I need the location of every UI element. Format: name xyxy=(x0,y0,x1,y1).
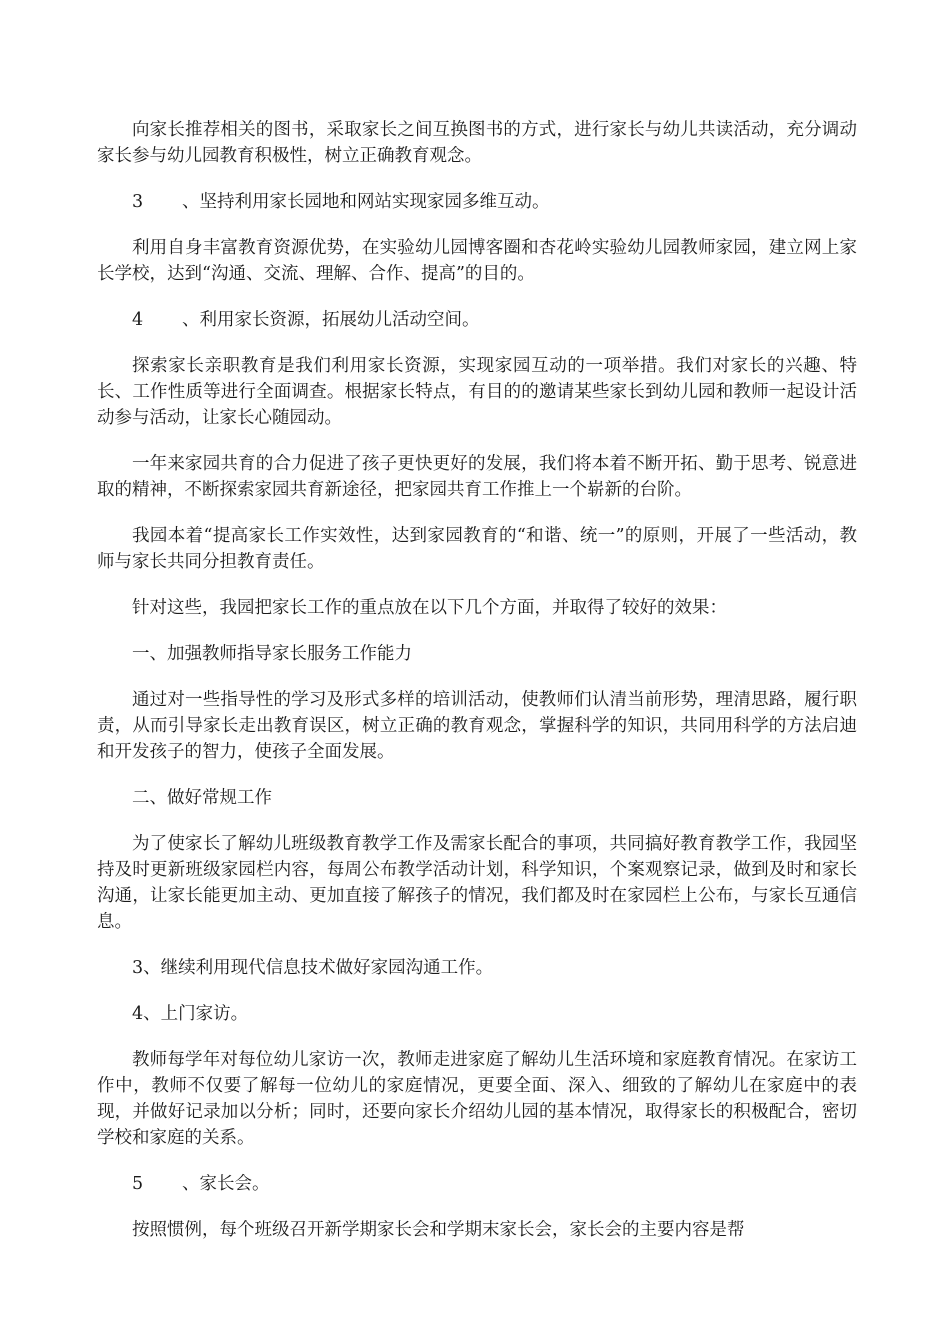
item-number: 3 xyxy=(132,192,144,212)
paragraph: 我园本着“提高家长工作实效性，达到家园教育的“和谐、统一”的原则，开展了一些活动，教师与家长共同分担教育责任。 xyxy=(97,526,857,572)
item-text: 、坚持利用家长园地和网站实现家园多维互动。 xyxy=(182,192,550,212)
paragraph: 通过对一些指导性的学习及形式多样的培训活动，使教师们认清当前形势，理清思路，履行职责，从而引导家长走出教育误区，树立正确的教育观念，掌握科学的知识，共同用科学的方法启迪和开发孩子的智力，使孩子全面发展。 xyxy=(97,690,857,762)
numbered-heading xyxy=(97,307,857,333)
numbered-heading xyxy=(97,1171,857,1197)
paragraph: 针对这些，我园把家长工作的重点放在以下几个方面，并取得了较好的效果： xyxy=(132,598,727,618)
item-text: 、利用家长资源，拓展幼儿活动空间。 xyxy=(182,310,480,330)
paragraph: 教师每学年对每位幼儿家访一次，教师走进家庭了解幼儿生活环境和家庭教育情况。在家访工作中，教师不仅要了解每一位幼儿的家庭情况，更要全面、深入、细致的了解幼儿在家庭中的表现，并做好记录加以分析；同时，还要向家长介绍幼儿园的基本情况，取得家长的积极配合，密切学校和家庭的关系。 xyxy=(97,1050,857,1148)
section-heading: 3、继续利用现代信息技术做好家园沟通工作。 xyxy=(132,958,494,978)
section-heading: 4、上门家访。 xyxy=(132,1004,249,1024)
document-body xyxy=(97,117,857,1263)
paragraph: 为了使家长了解幼儿班级教育教学工作及需家长配合的事项，共同搞好教育教学工作，我园坚持及时更新班级家园栏内容，每周公布教学活动计划，科学知识，个案观察记录，做到及时和家长沟通，让家长能更加主动、更加直接了解孩子的情况，我们都及时在家园栏上公布，与家长互通信息。 xyxy=(97,834,857,932)
section-heading: 二、做好常规工作 xyxy=(132,788,272,808)
item-number: 4 xyxy=(132,310,144,330)
item-number: 5 xyxy=(132,1174,144,1194)
paragraph: 利用自身丰富教育资源优势，在实验幼儿园博客圈和杏花岭实验幼儿园教师家园，建立网上家长学校，达到“沟通、交流、理解、合作、提高”的目的。 xyxy=(97,238,857,284)
section-heading: 一、加强教师指导家长服务工作能力 xyxy=(132,644,412,664)
paragraph: 探索家长亲职教育是我们利用家长资源，实现家园互动的一项举措。我们对家长的兴趣、特长、工作性质等进行全面调查。根据家长特点，有目的的邀请某些家长到幼儿园和教师一起设计活动参与活动，让家长心随园动。 xyxy=(97,356,857,428)
item-text: 、家长会。 xyxy=(182,1174,270,1194)
paragraph: 按照惯例，每个班级召开新学期家长会和学期末家长会，家长会的主要内容是帮 xyxy=(132,1220,745,1240)
paragraph: 一年来家园共育的合力促进了孩子更快更好的发展，我们将本着不断开拓、勤于思考、锐意进取的精神，不断探索家园共育新途径，把家园共育工作推上一个崭新的台阶。 xyxy=(97,454,857,500)
paragraph: 向家长推荐相关的图书，采取家长之间互换图书的方式，进行家长与幼儿共读活动，充分调动家长参与幼儿园教育积极性，树立正确教育观念。 xyxy=(97,120,857,166)
numbered-heading xyxy=(97,189,857,215)
